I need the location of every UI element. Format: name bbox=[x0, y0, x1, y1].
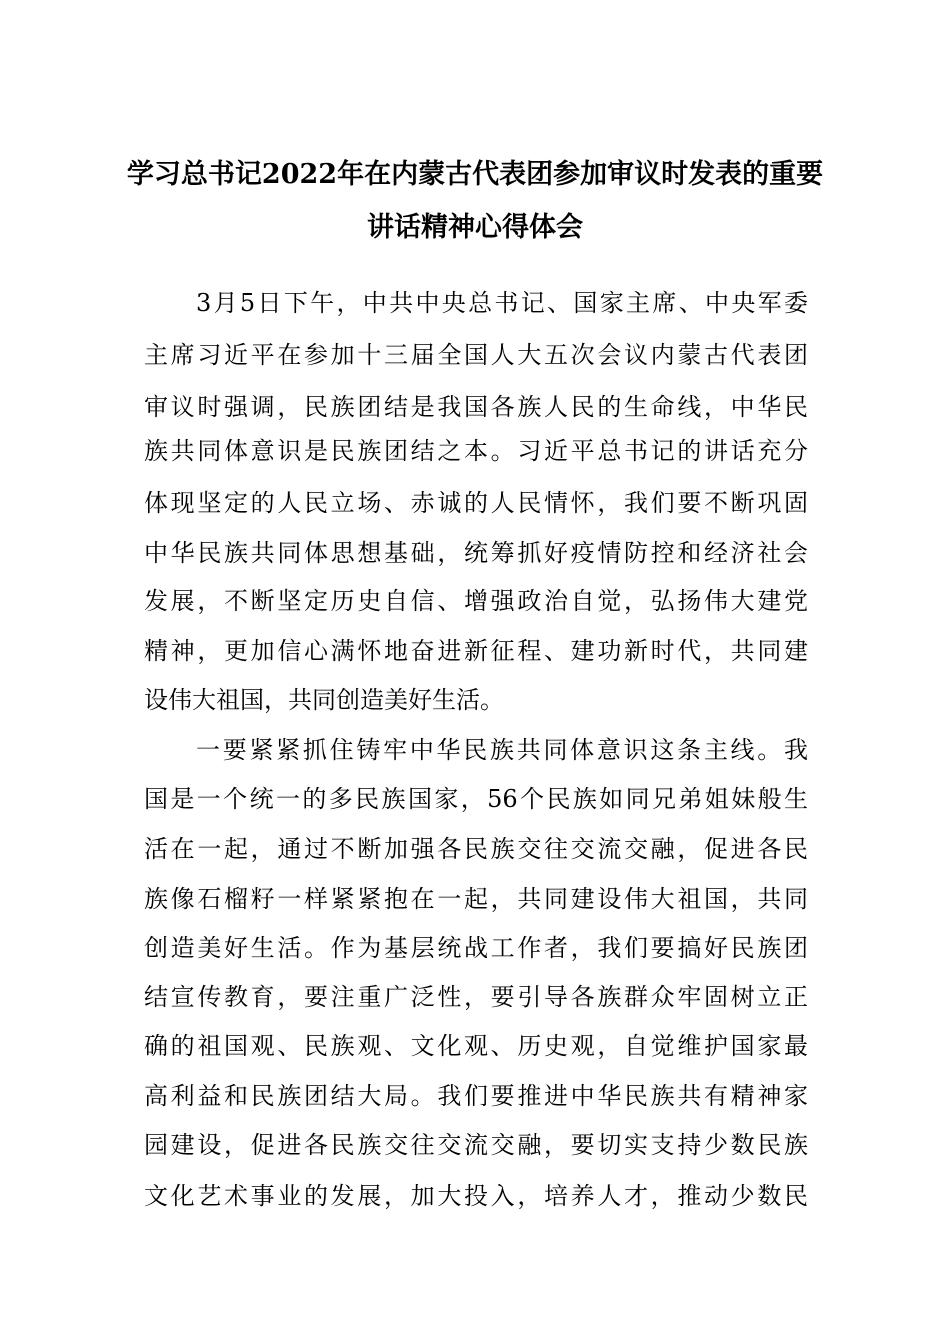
document-title-line-2: 讲话精神心得体会 bbox=[367, 212, 583, 243]
paragraph-1-line: 审议时强调，民族团结是我国各族人民的生命线，中华民 bbox=[144, 393, 808, 421]
paragraph-1-line: 发展，不断坚定历史自信、增强政治自觉，弘扬伟大建党 bbox=[144, 587, 808, 615]
paragraph-1-line: 体现坚定的人民立场、赤诚的人民情怀，我们要不断巩固 bbox=[144, 489, 808, 517]
paragraph-2-line: 活在一起，通过不断加强各民族交往交流交融，促进各民 bbox=[144, 835, 808, 863]
paragraph-1-line: 3月5日下午，中共中央总书记、国家主席、中央军委 bbox=[196, 289, 808, 317]
paragraph-1-line: 设伟大祖国，共同创造美好生活。 bbox=[144, 686, 504, 714]
paragraph-2-line: 确的祖国观、民族观、文化观、历史观，自觉维护国家最 bbox=[144, 1032, 808, 1060]
paragraph-2-line: 一要紧紧抓住铸牢中华民族共同体意识这条主线。我 bbox=[196, 736, 808, 764]
paragraph-2-line: 创造美好生活。作为基层统战工作者，我们要搞好民族团 bbox=[144, 934, 808, 962]
paragraph-1-line: 中华民族共同体思想基础，统筹抓好疫情防控和经济社会 bbox=[144, 539, 808, 567]
paragraph-2-line: 结宣传教育，要注重广泛性，要引导各族群众牢固树立正 bbox=[144, 983, 808, 1011]
paragraph-1-line: 主席习近平在参加十三届全国人大五次会议内蒙古代表团 bbox=[144, 341, 808, 369]
paragraph-1-line: 族共同体意识是民族团结之本。习近平总书记的讲话充分 bbox=[144, 437, 808, 465]
paragraph-1-line: 精神，更加信心满怀地奋进新征程、建功新时代，共同建 bbox=[144, 637, 808, 665]
paragraph-2-line: 族像石榴籽一样紧紧抱在一起，共同建设伟大祖国，共同 bbox=[144, 885, 808, 913]
paragraph-2-line: 文化艺术事业的发展，加大投入，培养人才，推动少数民 bbox=[144, 1182, 808, 1210]
paragraph-2-line: 园建设，促进各民族交往交流交融，要切实支持少数民族 bbox=[144, 1131, 808, 1159]
document-title-line-1: 学习总书记2022年在内蒙古代表团参加审议时发表的重要 bbox=[126, 159, 824, 190]
paragraph-2-line: 高利益和民族团结大局。我们要推进中华民族共有精神家 bbox=[144, 1082, 808, 1110]
paragraph-2-line: 国是一个统一的多民族国家，56个民族如同兄弟姐妹般生 bbox=[144, 785, 808, 813]
